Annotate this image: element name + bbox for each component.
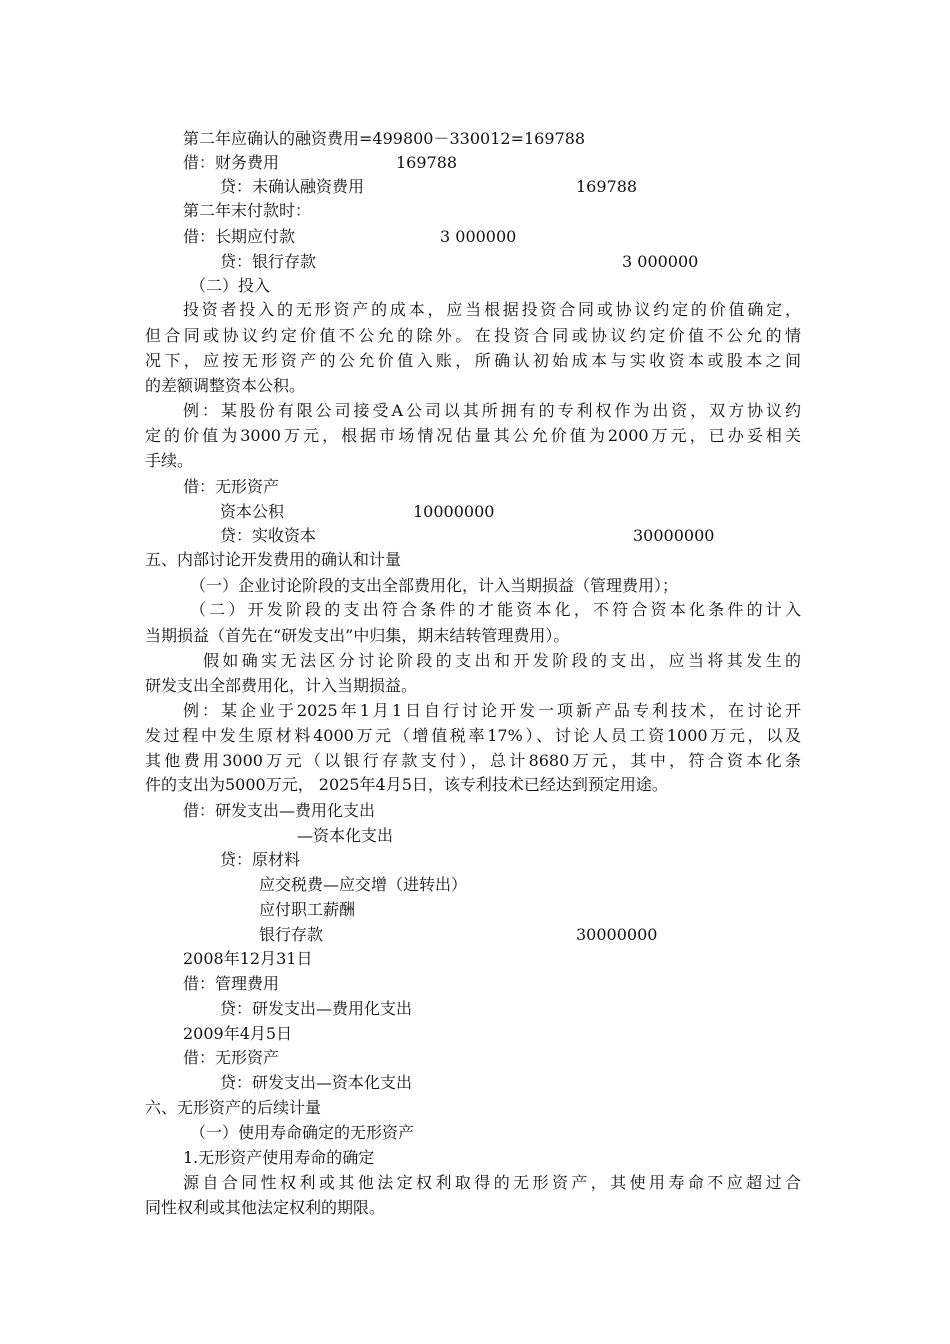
- journal-debit-line: —资本化支出: [297, 826, 394, 845]
- section-heading: （二）投入: [190, 276, 271, 295]
- paragraph-line: 手续。: [145, 451, 194, 470]
- journal-debit-line: 借：研发支出—费用化支出: [183, 801, 376, 820]
- journal-debit-line: 借：管理费用: [183, 974, 280, 993]
- amount: 30000000: [633, 526, 715, 545]
- amount: 169788: [396, 153, 458, 172]
- journal-credit-line: 贷：研发支出—费用化支出: [220, 999, 413, 1018]
- amount: 30000000: [576, 925, 658, 944]
- journal-credit-line: 应交税费—应交增（进转出）: [259, 875, 468, 894]
- journal-credit-line: 银行存款: [259, 925, 324, 944]
- paragraph-line: 假如确实无法区分讨论阶段的支出和开发阶段的支出，应当将其发生的: [203, 651, 801, 670]
- paragraph-line: 例：某企业于2025年1月1日自行讨论开发一项新产品专利技术，在讨论开: [183, 701, 801, 720]
- paragraph-line: 况下，应按无形资产的公允价值入账，所确认初始成本与实收资本或股本之间: [145, 351, 801, 370]
- journal-credit-line: 贷：原材料: [220, 850, 301, 869]
- paragraph-line: 件的支出为5000万元， 2025年4月5日，该专利技术已经达到预定用途。: [145, 775, 668, 794]
- journal-credit-line: 贷：研发支出—资本化支出: [220, 1073, 413, 1092]
- amount: 3 000000: [622, 252, 699, 271]
- text-line: 第二年末付款时：: [183, 201, 312, 220]
- paragraph-line: 当期损益（首先在“研发支出”中归集，期末结转管理费用）。: [145, 626, 570, 645]
- paragraph-line: 定的价值为3000万元，根据市场情况估量其公允价值为2000万元，已办妥相关: [145, 426, 801, 445]
- journal-credit-line: 贷：未确认融资费用: [220, 177, 365, 196]
- paragraph-line: 其他费用3000万元（以银行存款支付），总计8680万元，其中，符合资本化条: [145, 751, 801, 770]
- paragraph-line: 例：某股份有限公司接受A公司以其所拥有的专利权作为出资，双方协议约: [183, 401, 801, 420]
- journal-credit-line: 应付职工薪酬: [259, 900, 356, 919]
- journal-credit-line: 贷：实收资本: [220, 526, 317, 545]
- paragraph-line: 但合同或协议约定价值不公允的除外。在投资合同或协议约定价值不公允的情: [145, 326, 801, 345]
- amount: 10000000: [413, 502, 495, 521]
- journal-debit-line: 借：无形资产: [183, 1048, 280, 1067]
- date-line: 2009年4月5日: [183, 1024, 293, 1043]
- journal-debit-line: 借：财务费用: [183, 153, 280, 172]
- journal-debit-line: 资本公积: [220, 502, 285, 521]
- paragraph-line: 投资者投入的无形资产的成本，应当根据投资合同或协议约定的价值确定，: [183, 300, 801, 319]
- paragraph-line: 同性权利或其他法定权利的期限。: [145, 1198, 386, 1217]
- paragraph-line: 研发支出全部费用化，计入当期损益。: [145, 676, 418, 695]
- date-line: 2008年12月31日: [183, 949, 313, 968]
- journal-debit-line: 借：长期应付款: [183, 227, 296, 246]
- paragraph-line: 发过程中发生原材料4000万元（增值税率17%）、讨论人员工资1000万元，以及: [145, 726, 801, 745]
- amount: 169788: [576, 177, 638, 196]
- paragraph-line: 源自合同性权利或其他法定权利取得的无形资产，其使用寿命不应超过合: [183, 1173, 801, 1192]
- amount: 3 000000: [440, 227, 517, 246]
- subsection-heading: 1.无形资产使用寿命的确定: [183, 1148, 375, 1167]
- section-heading: 六、无形资产的后续计量: [145, 1098, 322, 1117]
- journal-debit-line: 借：无形资产: [183, 477, 280, 496]
- section-heading: 五、内部讨论开发费用的确认和计量: [145, 550, 402, 569]
- subsection-heading: （一）使用寿命确定的无形资产: [190, 1123, 415, 1142]
- text-line: （一）企业讨论阶段的支出全部费用化，计入当期损益（管理费用）；: [190, 576, 679, 595]
- paragraph-line: （二）开发阶段的支出符合条件的才能资本化，不符合资本化条件的计入: [190, 600, 801, 619]
- text-line: 第二年应确认的融资费用=499800－330012=169788: [183, 129, 586, 148]
- paragraph-line: 的差额调整资本公积。: [145, 376, 306, 395]
- journal-credit-line: 贷：银行存款: [220, 252, 317, 271]
